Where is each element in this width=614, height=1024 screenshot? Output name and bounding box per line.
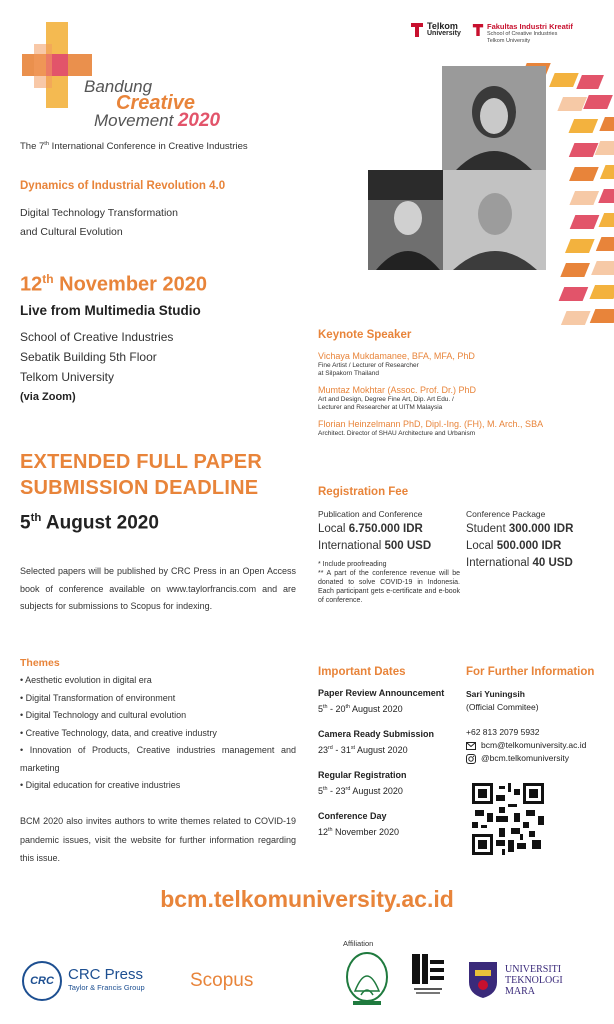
fee-label: International <box>318 540 385 552</box>
date-value <box>318 823 458 839</box>
theme-item: • Digital education for creative industries <box>20 780 181 790</box>
faculty-logo <box>472 22 573 45</box>
faculty-sub1: School of Creative Industries <box>487 31 558 37</box>
date-sup: rd <box>345 786 351 792</box>
date-entry <box>318 809 458 839</box>
date-sup: th <box>328 827 333 833</box>
contact-title: For Further Information <box>466 666 595 678</box>
event-date-rest: November 2020 <box>53 273 207 296</box>
deadline-date-day: 5 <box>20 512 31 534</box>
contact-role: (Official Commitee) <box>466 702 539 712</box>
fees-package <box>466 508 611 572</box>
telkom-icon <box>410 22 424 38</box>
date-value <box>318 700 458 716</box>
event-venue2: Sebatik Building 5th Floor <box>20 350 157 364</box>
fee-value: 300.000 IDR <box>508 523 574 535</box>
faculty-title: Fakultas Industri Kreatif <box>487 22 573 31</box>
date-part: 12 <box>318 827 329 837</box>
affiliation-seal-logo <box>341 951 393 1007</box>
theme-item: • Aesthetic evolution in digital era <box>20 675 152 685</box>
uitm-line1: UNIVERSITI <box>505 963 562 975</box>
theme-item: • Creative Technology, data, and creative industry <box>20 727 217 738</box>
date-part: - 31 <box>332 745 351 755</box>
keynote-list <box>318 350 608 438</box>
date-part: - 23 <box>327 786 346 796</box>
fees-publication <box>318 508 460 605</box>
contact-email[interactable]: bcm@telkomuniversity.ac.id <box>481 740 587 750</box>
date-label: Camera Ready Submission <box>318 729 435 739</box>
telkom-line1: Telkom <box>427 21 458 31</box>
subtitle-post: International Conference in Creative Industries <box>49 141 248 153</box>
theme-item: • Digital Technology and cultural evolution <box>20 710 187 720</box>
contact-name: Sari Yuningsih <box>466 689 525 699</box>
contact-phone[interactable]: +62 813 2079 5932 <box>466 727 540 737</box>
speaker-name: Florian Heinzelmann PhD, Dipl.-Ing. (FH), M. Arch., SBA <box>318 419 544 429</box>
date-part: 23 <box>318 745 329 755</box>
speaker-photo-2 <box>368 170 443 270</box>
date-part: 5 <box>318 786 324 796</box>
affiliation-label: Affiliation <box>343 939 374 948</box>
speaker-entry <box>318 350 608 378</box>
date-sup: th <box>345 704 351 710</box>
event-date-day: 12 <box>20 273 43 296</box>
fee-label: International <box>466 557 533 569</box>
website-link[interactable]: bcm.telkomuniversity.ac.id <box>160 886 454 912</box>
date-sup: th <box>323 704 328 710</box>
deadline-date <box>20 512 159 534</box>
event-date <box>20 272 207 297</box>
date-value <box>318 782 458 798</box>
date-label: Conference Day <box>318 811 387 821</box>
crc-logo <box>22 961 145 1001</box>
event-via: (via Zoom) <box>20 391 76 403</box>
theme-item-text: Digital education for creative industries <box>25 780 181 790</box>
fees-pub-label: Publication and Conference <box>318 509 423 519</box>
uitm-logo <box>467 960 563 1000</box>
dates-title: Important Dates <box>318 666 406 678</box>
publication-note: Selected papers will be published by CRC Press in an Open Access book of conference available on www.taylorfrancis.com and are subjects for submissions to Scopus for indexing. <box>20 566 296 611</box>
date-part: August 2020 <box>350 704 403 714</box>
date-label: Paper Review Announcement <box>318 688 445 698</box>
subtitle-pre: The 7 <box>20 141 45 153</box>
date-sup: st <box>350 745 356 751</box>
theme-heading: Dynamics of Industrial Revolution 4.0 <box>20 180 226 192</box>
deadline-line1: EXTENDED FULL PAPER <box>20 451 262 473</box>
fee-value: 6.750.000 IDR <box>348 523 423 535</box>
event-venue1: School of Creative Industries <box>20 330 174 344</box>
date-part: August 2020 <box>350 786 403 796</box>
fee-value: 40 USD <box>532 557 573 569</box>
date-sup: th <box>323 786 328 792</box>
event-live: Live from Multimedia Studio <box>20 303 201 318</box>
theme-line2: and Cultural Evolution <box>20 226 123 238</box>
speaker-name: Mumtaz Mokhtar (Assoc. Prof. Dr.) PhD <box>318 385 477 395</box>
speaker-role: Art and Design, Degree Fine Art, Dip. Art Edu. / <box>318 396 454 403</box>
theme-item-text: Digital Technology and cultural evolution <box>25 710 187 720</box>
fee-value: 500 USD <box>384 540 432 552</box>
event-venue3: Telkom University <box>20 370 115 384</box>
crc-badge-text: CRC <box>30 975 54 987</box>
date-part: November 2020 <box>332 827 400 837</box>
brand-line2: Creative <box>116 92 195 114</box>
scopus-logo: Scopus <box>190 970 254 991</box>
speaker-entry <box>318 384 608 412</box>
faculty-icon <box>472 22 484 38</box>
telkom-logo <box>410 22 461 38</box>
speaker-role: at Silpakorn Thailand <box>318 370 379 377</box>
event-date-sup: th <box>42 272 54 286</box>
themes-list <box>20 672 296 795</box>
brand-line1: Bandung <box>84 77 153 96</box>
keynote-title: Keynote Speaker <box>318 329 412 341</box>
theme-item-text: Aesthetic evolution in digital era <box>25 675 152 685</box>
theme-line1: Digital Technology Transformation <box>20 207 178 219</box>
mail-icon <box>466 742 476 750</box>
date-entry <box>318 727 458 757</box>
brand-line3: Movement <box>94 111 174 130</box>
themes-title: Themes <box>20 657 60 669</box>
theme-item-text: Creative Technology, data, and creative industry <box>25 727 217 738</box>
theme-item: • Innovation of Products, Creative industries management and marketing <box>20 745 297 773</box>
uitm-line2: TEKNOLOGI <box>505 974 563 986</box>
speaker-name: Vichaya Mukdamanee, BFA, MFA, PhD <box>318 351 475 361</box>
speaker-role: Lecturer and Researcher at UITM Malaysia <box>318 404 443 411</box>
deadline-line2: SUBMISSION DEADLINE <box>20 477 259 499</box>
instagram-icon <box>466 754 476 764</box>
speaker-entry <box>318 418 608 438</box>
contact-instagram[interactable]: @bcm.telkomuniversity <box>481 753 569 763</box>
crc-badge <box>22 961 62 1001</box>
qr-code[interactable] <box>472 783 544 855</box>
fee-label: Local <box>466 540 497 552</box>
covid-note: BCM 2020 also invites authors to write themes related to COVID-19 pandemic issues, visit the website for further information regarding this issue. <box>20 816 296 863</box>
theme-item-text: Innovation of Products, Creative industries management and marketing <box>20 745 297 773</box>
date-part: 5 <box>318 704 324 714</box>
fees-note2: ** A part of the conference revenue will be donated to solve COVID-19 in Indonesia. Each participant gets e-certificate and e-book of conference. <box>318 570 460 604</box>
fee-label: Local <box>318 523 349 535</box>
speaker-photo-1 <box>442 66 546 170</box>
deadline-date-sup: th <box>30 512 42 524</box>
theme-item-text: Digital Transformation of environment <box>25 692 176 703</box>
date-label: Regular Registration <box>318 770 407 780</box>
date-entry <box>318 686 458 716</box>
crc-name: CRC Press <box>68 966 144 983</box>
contact-block <box>466 688 611 765</box>
deadline-date-rest: August 2020 <box>41 512 159 534</box>
subtitle-sup: th <box>44 141 50 147</box>
faculty-sub2: Telkom University <box>487 38 531 44</box>
fees-note1: * Include proofreading <box>318 561 387 568</box>
telkom-line2: University <box>427 30 461 37</box>
date-entry <box>318 768 458 798</box>
speaker-role: Fine Artist / Lecturer of Researcher <box>318 362 419 369</box>
fees-pkg-label: Conference Package <box>466 509 546 519</box>
uitm-line3: MARA <box>505 985 536 997</box>
conference-subtitle <box>20 141 248 152</box>
uitm-shield-icon <box>467 960 499 1000</box>
speaker-photo-3 <box>443 170 546 270</box>
theme-item: • Digital Transformation of environment <box>20 692 176 703</box>
affiliation-building-logo <box>408 952 448 998</box>
date-value <box>318 741 458 757</box>
fee-label: Student <box>466 523 509 535</box>
date-sup: rd <box>328 745 333 751</box>
speaker-role: Architect. Director of SHAU Architecture and Urbanism <box>318 430 476 437</box>
brand-year: 2020 <box>177 110 221 131</box>
date-part: August 2020 <box>355 745 408 755</box>
fee-value: 500.000 IDR <box>496 540 562 552</box>
bcm-logo <box>22 22 92 110</box>
dates-list <box>318 686 458 839</box>
crc-sub: Taylor & Francis Group <box>68 983 145 992</box>
fees-title: Registration Fee <box>318 486 409 498</box>
date-part: - 20 <box>327 704 346 714</box>
bcm-wordmark <box>84 78 220 130</box>
